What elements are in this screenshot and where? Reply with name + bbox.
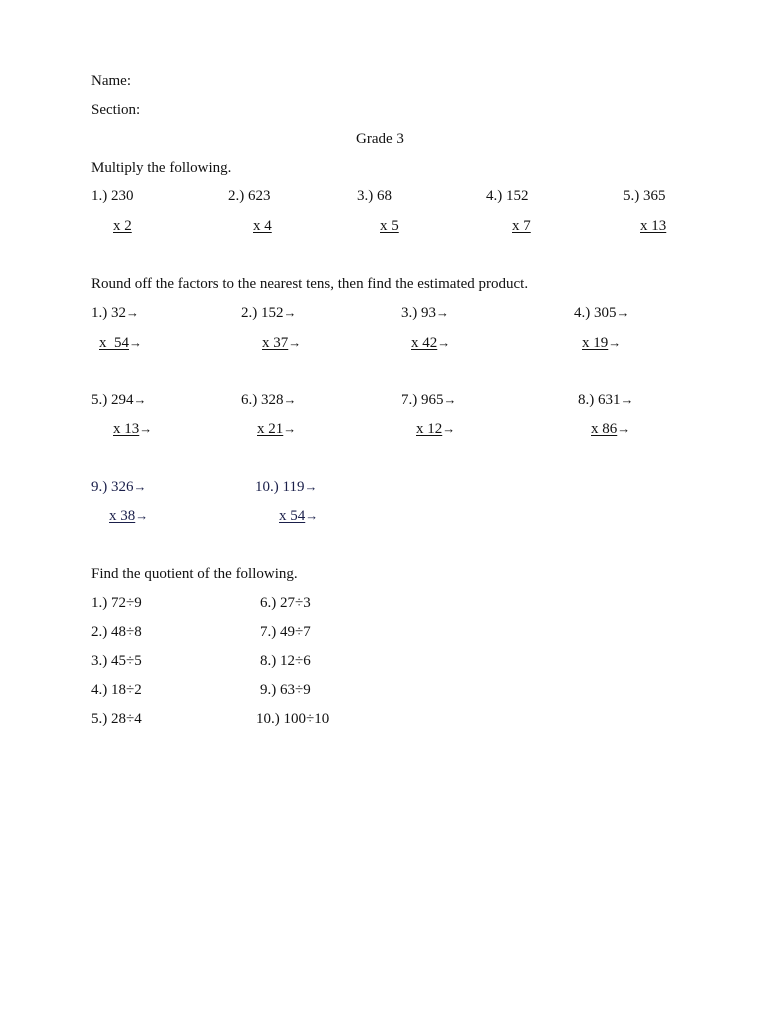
arrow-icon: → bbox=[135, 508, 149, 523]
arrow-icon: → bbox=[133, 479, 147, 494]
arrow-icon: → bbox=[443, 392, 457, 407]
estimate-problem-9-top: 9.) 326→ bbox=[91, 479, 147, 495]
divide-problem-1: 1.) 72÷9 bbox=[91, 595, 142, 611]
estimate-problem-4-bottom: x 19→ bbox=[582, 335, 622, 351]
arrow-icon: → bbox=[288, 335, 302, 350]
multiply-problem-4-bottom: x 7 bbox=[512, 218, 531, 234]
multiply-problem-2-top: 2.) 623 bbox=[228, 188, 271, 204]
estimate-problem-8-bottom: x 86→ bbox=[591, 421, 631, 437]
estimate-problem-10-top: 10.) 119→ bbox=[255, 479, 318, 495]
multiply-problem-5-top: 5.) 365 bbox=[623, 188, 666, 204]
estimate-problem-4-top: 4.) 305→ bbox=[574, 305, 630, 321]
arrow-icon: → bbox=[305, 508, 319, 523]
estimate-problem-7-bottom: x 12→ bbox=[416, 421, 456, 437]
estimate-problem-7-top: 7.) 965→ bbox=[401, 392, 457, 408]
divide-problem-4: 4.) 18÷2 bbox=[91, 682, 142, 698]
arrow-icon: → bbox=[304, 479, 318, 494]
section-label: Section: bbox=[91, 102, 141, 118]
multiply-problem-3-top: 3.) 68 bbox=[357, 188, 392, 204]
multiply-problem-1-top: 1.) 230 bbox=[91, 188, 134, 204]
arrow-icon: → bbox=[608, 335, 622, 350]
divide-problem-6: 6.) 27÷3 bbox=[260, 595, 311, 611]
multiply-problem-4-top: 4.) 152 bbox=[486, 188, 529, 204]
multiply-problem-3-bottom: x 5 bbox=[380, 218, 399, 234]
arrow-icon: → bbox=[283, 421, 297, 436]
arrow-icon: → bbox=[133, 392, 147, 407]
estimate-problem-1-top: 1.) 32→ bbox=[91, 305, 139, 321]
arrow-icon: → bbox=[126, 305, 139, 320]
divide-problem-10: 10.) 100÷10 bbox=[256, 711, 330, 727]
arrow-icon: → bbox=[617, 421, 631, 436]
estimate-problem-5-bottom: x 13→ bbox=[113, 421, 153, 437]
estimate-problem-2-top: 2.) 152→ bbox=[241, 305, 297, 321]
multiply-instruction: Multiply the following. bbox=[91, 160, 232, 176]
divide-problem-2: 2.) 48÷8 bbox=[91, 624, 142, 640]
arrow-icon: → bbox=[437, 335, 451, 350]
divide-instruction: Find the quotient of the following. bbox=[91, 566, 298, 582]
divide-problem-8: 8.) 12÷6 bbox=[260, 653, 311, 669]
multiply-problem-1-bottom: x 2 bbox=[113, 218, 132, 234]
arrow-icon: → bbox=[283, 392, 297, 407]
divide-problem-9: 9.) 63÷9 bbox=[260, 682, 311, 698]
divide-problem-3: 3.) 45÷5 bbox=[91, 653, 142, 669]
estimate-problem-9-bottom: x 38→ bbox=[109, 508, 149, 524]
estimate-problem-6-top: 6.) 328→ bbox=[241, 392, 297, 408]
estimate-problem-3-top: 3.) 93→ bbox=[401, 305, 449, 321]
estimate-instruction: Round off the factors to the nearest tens, then find the estimated product. bbox=[91, 276, 529, 292]
multiply-problem-2-bottom: x 4 bbox=[253, 218, 272, 234]
estimate-problem-10-bottom: x 54→ bbox=[279, 508, 319, 524]
estimate-problem-6-bottom: x 21→ bbox=[257, 421, 297, 437]
arrow-icon: → bbox=[442, 421, 456, 436]
estimate-problem-5-top: 5.) 294→ bbox=[91, 392, 147, 408]
arrow-icon: → bbox=[436, 305, 449, 320]
arrow-icon: → bbox=[139, 421, 153, 436]
estimate-problem-1-bottom: x 54→ bbox=[99, 335, 142, 351]
estimate-problem-3-bottom: x 42→ bbox=[411, 335, 451, 351]
estimate-problem-8-top: 8.) 631→ bbox=[578, 392, 634, 408]
arrow-icon: → bbox=[616, 305, 630, 320]
arrow-icon: → bbox=[283, 305, 297, 320]
name-label: Name: bbox=[91, 73, 131, 89]
divide-problem-5: 5.) 28÷4 bbox=[91, 711, 142, 727]
arrow-icon: → bbox=[620, 392, 634, 407]
estimate-problem-2-bottom: x 37→ bbox=[262, 335, 302, 351]
grade-title: Grade 3 bbox=[356, 131, 404, 147]
arrow-icon: → bbox=[129, 335, 142, 350]
divide-problem-7: 7.) 49÷7 bbox=[260, 624, 311, 640]
multiply-problem-5-bottom: x 13 bbox=[640, 218, 667, 234]
